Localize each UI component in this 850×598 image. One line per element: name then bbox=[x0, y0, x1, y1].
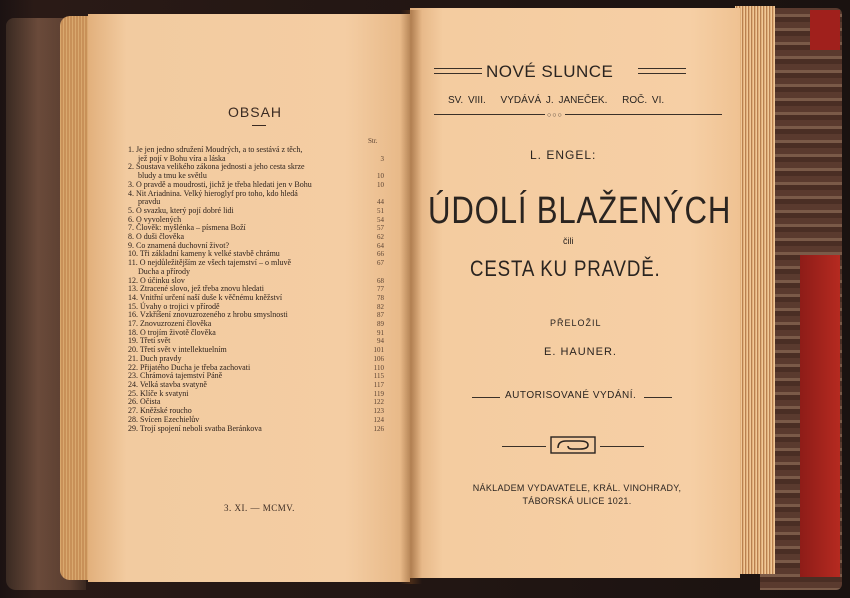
toc-entry-text: 21. Duch pravdy bbox=[128, 353, 182, 363]
toc-entry-page: 117 bbox=[373, 380, 384, 389]
toc-entry-text: 2. Soustava velikého zákona jednosti a jeho cesta skrze bbox=[128, 162, 305, 172]
toc-entry-text: 14. Vnitřní určení naší duše k věčnému kněžství bbox=[128, 292, 283, 302]
toc-entry-page: 10 bbox=[377, 172, 384, 181]
toc-entry-page: 51 bbox=[377, 206, 384, 215]
toc-entry-text: 5. O svazku, který pojí dobré lidi bbox=[128, 205, 234, 215]
toc-entry-text: 23. Chrámová tajemství Páně bbox=[128, 371, 223, 381]
toc-entry-text: 8. O duši člověka bbox=[128, 232, 184, 242]
ornament-rule-right bbox=[600, 446, 644, 447]
double-rule bbox=[638, 68, 686, 74]
toc-entry-page: 57 bbox=[377, 224, 384, 233]
printer-ornament-icon bbox=[550, 436, 596, 454]
toc-entry-text: 27. Kněžské roucho bbox=[128, 406, 192, 416]
toc-entry-text: 28. Svícen Ezechielův bbox=[128, 414, 200, 424]
toc-entry-page: 119 bbox=[373, 389, 384, 398]
edition-label: AUTORISOVANÉ VYDÁNÍ. bbox=[505, 390, 637, 401]
toc-entry-text: 24. Velká stavba svatyně bbox=[128, 379, 207, 389]
edition-rule-right bbox=[644, 397, 672, 398]
toc-entry-page: 10 bbox=[377, 180, 384, 189]
toc-entry-text: 15. Úvahy o trojici v přírodě bbox=[128, 301, 220, 311]
toc-entry-page: 87 bbox=[377, 311, 384, 320]
toc-entry-page: 44 bbox=[377, 198, 384, 207]
page-stack-right bbox=[735, 6, 775, 574]
book-author: L. ENGEL: bbox=[530, 148, 597, 162]
toc-entry-text: 22. Přijatého Ducha je třeba zachovati bbox=[128, 362, 251, 372]
toc-entry-page: 82 bbox=[377, 302, 384, 311]
toc-entry-page: 78 bbox=[377, 293, 384, 302]
book-subtitle: CESTA KU PRAVDĚ. bbox=[470, 256, 661, 281]
toc-entry-page: 64 bbox=[377, 241, 384, 250]
edition-rule-left bbox=[472, 397, 500, 398]
toc-entry-page: 123 bbox=[373, 407, 384, 416]
toc-entry-text: pravdu bbox=[138, 197, 161, 207]
toc-entry-text: 17. Znovuzrození člověka bbox=[128, 319, 212, 329]
imprint bbox=[462, 482, 692, 508]
toc-entry-page: 62 bbox=[377, 233, 384, 242]
toc-entry bbox=[128, 425, 384, 434]
toc-entry-page: 66 bbox=[377, 250, 384, 259]
imprint-line: NÁKLADEM VYDAVATELE, KRÁL. VINOHRADY, bbox=[472, 483, 682, 493]
toc-entry-text: 29. Trojí spojení neboli svatba Beránkova bbox=[128, 423, 262, 433]
toc-title-rule bbox=[252, 125, 266, 126]
toc-entry-page: 67 bbox=[377, 259, 384, 268]
toc-entry-text: 10. Tři základní kameny k velké stavbě chrámu bbox=[128, 249, 280, 259]
toc-entry-text: 16. Vzkříšení znovuzrozeného z hrobu smyslnosti bbox=[128, 310, 288, 320]
toc-entry-text: 25. Klíče k svatyni bbox=[128, 388, 189, 398]
toc-entry-page: 54 bbox=[377, 215, 384, 224]
toc-entry-text: 20. Třetí svět v intellektuelním bbox=[128, 345, 227, 355]
double-rule bbox=[434, 68, 482, 74]
book-title: ÚDOLÍ BLAŽENÝCH bbox=[428, 190, 732, 232]
toc-entry-text: Ducha a přírody bbox=[138, 266, 190, 276]
translated-by-label: PŘELOŽIL bbox=[550, 318, 602, 328]
toc-entry-page: 3 bbox=[380, 154, 384, 163]
toc-entry-text: 26. Očista bbox=[128, 397, 161, 407]
toc-page-header: Str. bbox=[368, 137, 378, 145]
cover-red-band bbox=[800, 255, 840, 577]
toc-entry-text: 6. O vyvolených bbox=[128, 214, 182, 224]
toc-entry-text: 3. O pravdě a moudrosti, jichž je třeba hledati jen v Bohu bbox=[128, 179, 312, 189]
table-of-contents bbox=[128, 146, 384, 433]
toc-entry-page: 68 bbox=[377, 276, 384, 285]
toc-entry-text: 7. Člověk: myšlénka – písmena Boží bbox=[128, 223, 246, 233]
toc-entry-text: 11. O nejdůležitějším ze všech tajemství – o mluvě bbox=[128, 258, 291, 268]
toc-entry-page: 77 bbox=[377, 285, 384, 294]
toc-entry-page: 94 bbox=[377, 337, 384, 346]
toc-entry-page: 91 bbox=[377, 328, 384, 337]
toc-entry-page: 110 bbox=[373, 363, 384, 372]
toc-entry-text: 12. O účinku slov bbox=[128, 275, 185, 285]
toc-entry-text: 4. Nit Ariadnina. Velký hieroglyf pro toho, kdo hledá bbox=[128, 188, 298, 198]
header-rule bbox=[434, 114, 722, 115]
circles-ornament: ○○○ bbox=[547, 111, 563, 119]
toc-entry-text: 13. Ztracené slovo, jež třeba znovu hledati bbox=[128, 284, 264, 294]
toc-entry-page: 126 bbox=[373, 424, 384, 433]
series-title: NOVÉ SLUNCE bbox=[486, 62, 614, 81]
toc-title: OBSAH bbox=[228, 104, 283, 120]
toc-entry-page: 115 bbox=[373, 372, 384, 381]
toc-entry-text: 18. O trojím životě člověka bbox=[128, 327, 216, 337]
imprint-line: TÁBORSKÁ ULICE 1021. bbox=[522, 496, 632, 506]
series-publisher: VYDÁVÁ J. JANEČEK. bbox=[500, 95, 608, 106]
toc-entry bbox=[128, 390, 384, 399]
volume-number: SV. VIII. bbox=[448, 95, 486, 106]
toc-entry-page: 89 bbox=[377, 320, 384, 329]
cover-red-band bbox=[810, 10, 840, 50]
series-subline bbox=[448, 95, 664, 106]
title-conjunction: čili bbox=[563, 236, 574, 246]
toc-entry-text: 1. Je jen jedno sdružení Moudrých, a to sestává z těch, bbox=[128, 145, 303, 154]
toc-entry-text: 9. Co znamená duchovní život? bbox=[128, 240, 230, 250]
book-gutter bbox=[400, 10, 422, 584]
toc-entry-page: 101 bbox=[373, 346, 384, 355]
page-date: 3. XI. — MCMV. bbox=[224, 503, 295, 513]
toc-entry-text: jež pojí v Bohu víra a láska bbox=[138, 153, 226, 163]
toc-entry-page: 122 bbox=[373, 398, 384, 407]
toc-entry-page: 106 bbox=[373, 354, 384, 363]
toc-entry-text: bludy a tmu ke světlu bbox=[138, 171, 207, 181]
ornament-rule-left bbox=[502, 446, 546, 447]
series-year: ROČ. VI. bbox=[622, 95, 665, 106]
toc-entry-text: 19. Třetí svět bbox=[128, 336, 171, 346]
translator-name: E. HAUNER. bbox=[544, 346, 617, 358]
toc-entry-page: 124 bbox=[373, 415, 384, 424]
toc-entry bbox=[128, 190, 384, 199]
